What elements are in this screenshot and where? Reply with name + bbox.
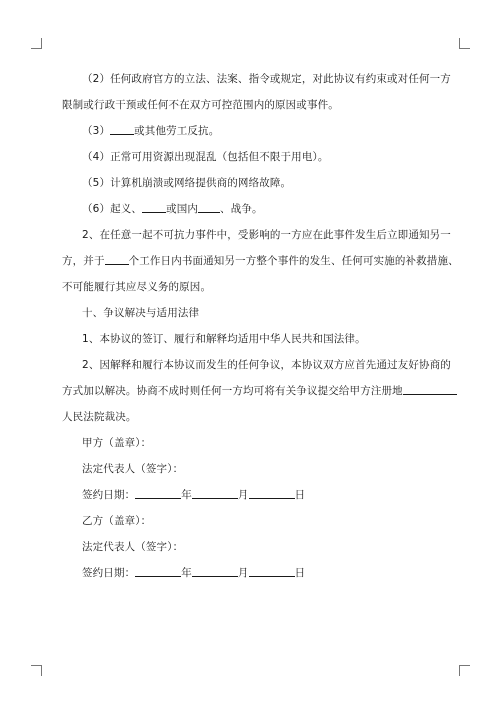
blank-field <box>135 486 181 499</box>
law-clause-2-end: 人民法院裁决。 <box>62 411 137 423</box>
law-clause-2-cont: 方式加以解决。协商不成时则任何一方均可将有关争议提交给甲方注册地 <box>62 378 444 404</box>
blank-field <box>249 564 295 577</box>
blank-field <box>192 486 238 499</box>
party-a-sign-date: 签约日期： 年 月 日 <box>62 482 444 508</box>
party-b-representative: 法定代表人（签字）： <box>82 541 184 553</box>
party-a-seal: 甲方（盖章）： <box>82 437 152 449</box>
party-b-seal: 乙方（盖章）： <box>82 515 152 527</box>
crop-mark-top-left <box>31 38 42 49</box>
law-clause-1: 1、本协议的签订、履行和解释均适用中华人民共和国法律。 <box>82 333 366 345</box>
force-majeure-notice-end: 不可能履行其应尽义务的原因。 <box>62 281 212 293</box>
blank-field <box>192 564 238 577</box>
party-a-representative: 法定代表人（签字）： <box>82 463 184 475</box>
law-clause-2: 2、因解释和履行本协议而发生的任何争议，本协议双方应首先通过友好协商的 <box>82 359 451 371</box>
crop-mark-bottom-right <box>459 665 470 676</box>
blank-field <box>198 200 220 213</box>
clause-3-item: （3） 或其他劳工反抗。 <box>62 118 444 144</box>
clause-2-item-cont: 限制或行政干预或任何不在双方可控范围内的原因或事件。 <box>62 99 339 111</box>
section-heading: 十、争议解决与适用法律 <box>82 307 200 319</box>
blank-field <box>110 122 134 135</box>
clause-2-item: （2）任何政府官方的立法、法案、指令或规定，对此协议有约束或对任何一方 <box>82 73 451 85</box>
document-body <box>62 66 459 586</box>
blank-field <box>105 252 129 265</box>
blank-field <box>249 486 295 499</box>
clause-6-item: （6）起义、 或国内 、战争。 <box>62 196 444 222</box>
blank-field <box>403 382 457 395</box>
blank-field <box>142 200 166 213</box>
crop-mark-top-right <box>459 38 470 49</box>
blank-field <box>135 564 181 577</box>
clause-5-item: （5）计算机崩溃或网络提供商的网络故障。 <box>82 177 292 189</box>
clause-4-item: （4）正常可用资源出现混乱（包括但不限于用电）。 <box>82 151 329 163</box>
crop-mark-bottom-left <box>31 665 42 676</box>
party-b-sign-date: 签约日期： 年 月 日 <box>62 560 444 586</box>
force-majeure-notice: 2、在任意一起不可抗力事件中，受影响的一方应在此事件发生后立即通知另一 <box>82 229 451 241</box>
force-majeure-notice-cont: 方，并于 个工作日内书面通知另一方整个事件的发生、任何可实施的补救措施、 <box>62 248 444 274</box>
